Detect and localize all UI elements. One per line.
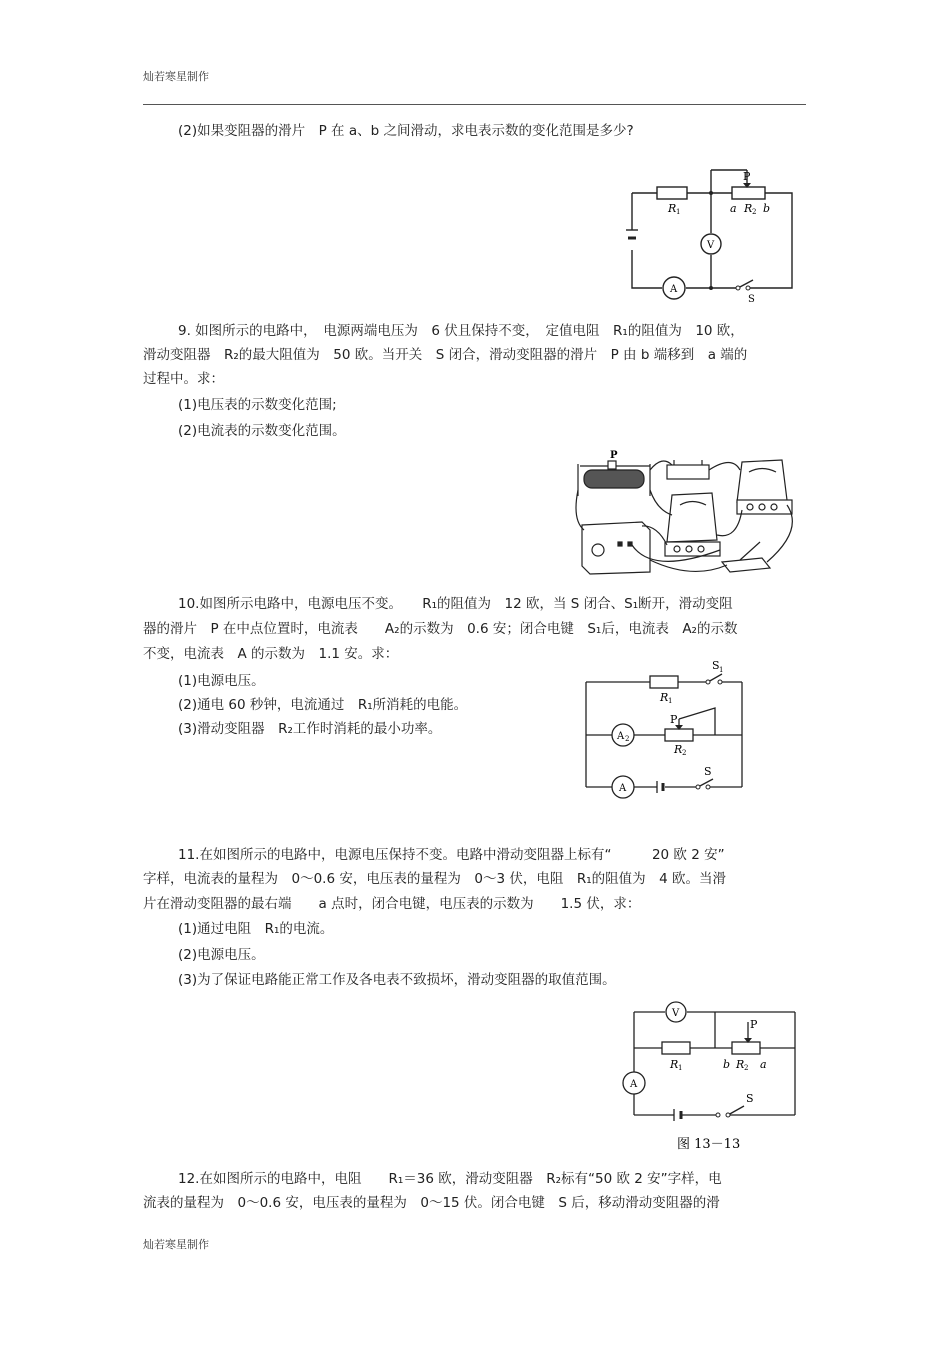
q10-r2-label: R bbox=[674, 743, 683, 756]
q12-line2: 流表的量程为 0～0.6 安，电压表的量程为 0～15 伏。闭合电键 S 后，移动滑动变阻器的滑 bbox=[143, 1195, 720, 1211]
a-label: a bbox=[730, 202, 737, 215]
page-header: 灿若寒星制作 bbox=[143, 70, 209, 83]
r2-sub: 2 bbox=[752, 208, 757, 216]
b-label: b bbox=[763, 202, 771, 215]
q11-r1-label: R bbox=[670, 1058, 679, 1071]
q11-r2-sub: 2 bbox=[744, 1064, 749, 1072]
p-label: P bbox=[743, 170, 751, 183]
q10-part1: (1)电源电压。 bbox=[178, 673, 265, 689]
header-rule bbox=[143, 104, 806, 105]
circuit-diagram-q11 bbox=[620, 1000, 805, 1155]
voltmeter-label: V bbox=[707, 240, 715, 251]
a2-label: A bbox=[617, 731, 625, 742]
q11-a-label: a bbox=[760, 1058, 767, 1071]
q11-v-label: V bbox=[672, 1008, 680, 1019]
q10-line2: 器的滑片 P 在中点位置时，电流表 A₂的示数为 0.6 安；闭合电键 S₁后，电流表 A₂的示数 bbox=[143, 621, 738, 637]
s1-sub: 1 bbox=[719, 666, 724, 674]
q11-line1: 11.在如图所示的电路中，电源电压保持不变。电路中滑动变阻器上标有“ 20 欧 2 安” bbox=[178, 847, 725, 863]
q8-part2: (2)如果变阻器的滑片 P 在 a、b 之间滑动，求电表示数的变化范围是多少? bbox=[178, 123, 634, 139]
q11-b-label: b bbox=[723, 1058, 731, 1071]
r1-sub: 1 bbox=[676, 208, 681, 216]
switch-label: S bbox=[748, 294, 755, 305]
figure-caption: 图 13－13 bbox=[677, 1137, 741, 1152]
page-footer: 灿若寒星制作 bbox=[143, 1238, 209, 1251]
circuit-diagram-q8 bbox=[620, 160, 810, 305]
q11-ammeter-label: A bbox=[630, 1079, 638, 1090]
q11-s-label: S bbox=[746, 1092, 754, 1105]
apparatus-p-label: P bbox=[610, 450, 618, 461]
q11-line2: 字样，电流表的量程为 0～0.6 安，电压表的量程为 0～3 伏，电阻 R₁的阻值为 4 欧。当滑 bbox=[143, 871, 726, 887]
q10-r1-label: R bbox=[660, 691, 669, 704]
q10-p-label: P bbox=[670, 713, 678, 726]
q11-part2: (2)电源电压。 bbox=[178, 947, 265, 963]
q10-line3: 不变，电流表 A 的示数为 1.1 安。求： bbox=[143, 646, 399, 662]
q10-r2-sub: 2 bbox=[682, 749, 687, 757]
q12-line1: 12.在如图所示的电路中，电阻 R₁＝36 欧，滑动变阻器 R₂标有“50 欧 2 安”字样，电 bbox=[178, 1171, 722, 1187]
a2-sub: 2 bbox=[625, 735, 630, 743]
q11-line3: 片在滑动变阻器的最右端 a 点时，闭合电键，电压表的示数为 1.5 伏，求： bbox=[143, 896, 641, 912]
q9-line3: 过程中。求： bbox=[143, 371, 224, 387]
r1-label: R bbox=[668, 202, 677, 215]
q11-part3: (3)为了保证电路能正常工作及各电表不致损坏，滑动变阻器的取值范围。 bbox=[178, 972, 616, 988]
q11-r2-label: R bbox=[736, 1058, 745, 1071]
q10-part2: (2)通电 60 秒钟，电流通过 R₁所消耗的电能。 bbox=[178, 697, 468, 713]
q10-r1-sub: 1 bbox=[668, 697, 673, 705]
q10-a-label: A bbox=[619, 783, 627, 794]
q9-part2: (2)电流表的示数变化范围。 bbox=[178, 423, 346, 439]
q10-line1: 10.如图所示电路中，电源电压不变。 R₁的阻值为 12 欧，当 S 闭合、S₁断开，滑动变阻 bbox=[178, 596, 733, 612]
circuit-diagram-q10 bbox=[580, 655, 750, 800]
q10-s-label: S bbox=[704, 765, 712, 778]
q9-line1: 9. 如图所示的电路中， 电源两端电压为 6 伏且保持不变， 定值电阻 R₁的阻值为 10 欧， bbox=[178, 323, 744, 339]
q10-part3: (3)滑动变阻器 R₂工作时消耗的最小功率。 bbox=[178, 721, 442, 737]
q11-part1: (1)通过电阻 R₁的电流。 bbox=[178, 921, 334, 937]
r2-label: R bbox=[744, 202, 753, 215]
q11-r1-sub: 1 bbox=[678, 1064, 683, 1072]
apparatus-illustration bbox=[572, 450, 804, 580]
ammeter-label: A bbox=[670, 284, 678, 295]
s1-label: S bbox=[712, 659, 720, 672]
q9-line2: 滑动变阻器 R₂的最大阻值为 50 欧。当开关 S 闭合，滑动变阻器的滑片 P 由 b 端移到 a 端的 bbox=[143, 347, 748, 363]
q11-p-label: P bbox=[750, 1018, 758, 1031]
q9-part1: (1)电压表的示数变化范围; bbox=[178, 397, 337, 413]
